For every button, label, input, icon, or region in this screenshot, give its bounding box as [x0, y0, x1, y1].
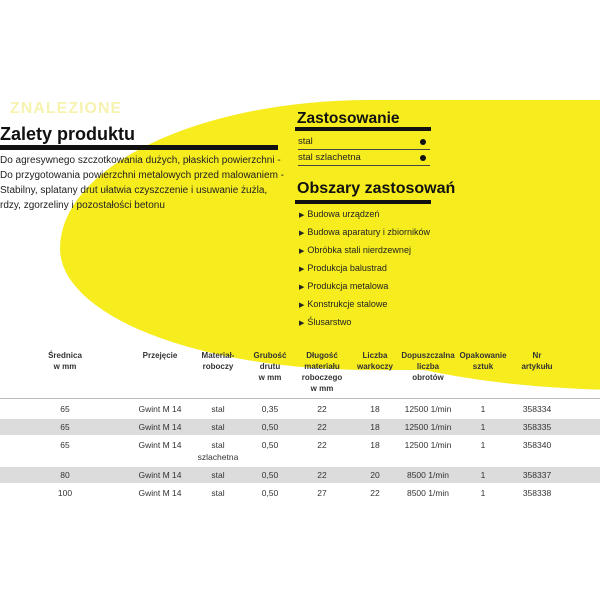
- table-row: [0, 485, 600, 501]
- list-item: ▶ Produkcja balustrad: [299, 263, 387, 273]
- ghost-watermark-text: ZNALEZIONE: [10, 100, 123, 117]
- cell-max-rpm: 8500 1/min: [406, 488, 450, 498]
- application-underline: [295, 127, 431, 131]
- title-underline: [0, 145, 278, 150]
- cell-knots: 22: [370, 488, 380, 498]
- cell-material: stal: [211, 404, 225, 414]
- cell-diameter: 100: [57, 488, 73, 498]
- triangle-bullet-icon: ▶: [299, 266, 305, 273]
- application-title: Zastosowanie: [297, 110, 400, 127]
- column-header-wire-thickness: Grubość drutu w mm: [253, 351, 287, 382]
- cell-connection: Gwint M 14: [138, 488, 182, 498]
- cell-package: 1: [480, 422, 486, 432]
- cell-material: stal: [211, 488, 225, 498]
- cell-material: stal szlachetna: [197, 440, 239, 462]
- cell-max-rpm: 8500 1/min: [406, 470, 450, 480]
- cell-package: 1: [480, 470, 486, 480]
- cell-article-no: 358340: [522, 440, 552, 450]
- areas-title: Obszary zastosowań: [297, 180, 456, 197]
- application-item-label: stal: [298, 136, 313, 147]
- product-advantages-title: Zalety produktu: [0, 124, 136, 144]
- cell-max-rpm: 12500 1/min: [404, 404, 452, 414]
- triangle-bullet-icon: ▶: [299, 230, 305, 237]
- application-item-stainless: [298, 151, 430, 166]
- list-item: ▶ Budowa urządzeń: [299, 209, 380, 219]
- cell-connection: Gwint M 14: [138, 422, 182, 432]
- cell-package: 1: [480, 488, 486, 498]
- cell-package: 1: [480, 440, 486, 450]
- list-item: ▶ Ślusarstwo: [299, 317, 352, 327]
- areas-underline: [295, 200, 431, 204]
- cell-article-no: 358334: [522, 404, 552, 414]
- cell-max-rpm: 12500 1/min: [404, 440, 452, 450]
- cell-connection: Gwint M 14: [138, 404, 182, 414]
- cell-diameter: 65: [60, 422, 70, 432]
- cell-diameter: 65: [60, 440, 70, 450]
- cell-knots: 18: [370, 422, 380, 432]
- column-header-knots: Liczba warkoczy: [356, 351, 394, 371]
- cell-trim-length: 22: [317, 440, 327, 450]
- table-top-rule: [0, 398, 600, 399]
- table-row: [0, 419, 600, 435]
- column-header-package: Opakowanie sztuk: [459, 351, 507, 371]
- triangle-bullet-icon: ▶: [299, 284, 305, 291]
- cell-wire-thickness: 0,35: [261, 404, 279, 414]
- cell-material: stal: [211, 422, 225, 432]
- table-row: [0, 467, 600, 483]
- column-header-max-rpm: Dopuszczalna liczba obrotów: [401, 351, 455, 382]
- triangle-bullet-icon: ▶: [299, 248, 305, 255]
- cell-knots: 18: [370, 440, 380, 450]
- triangle-bullet-icon: ▶: [299, 320, 305, 327]
- cell-diameter: 65: [60, 404, 70, 414]
- table-row: [0, 437, 600, 465]
- cell-package: 1: [480, 404, 486, 414]
- column-header-article-no: Nr artykułu: [521, 351, 553, 371]
- cell-connection: Gwint M 14: [138, 440, 182, 450]
- cell-wire-thickness: 0,50: [261, 422, 279, 432]
- cell-trim-length: 22: [317, 404, 327, 414]
- cell-trim-length: 22: [317, 422, 327, 432]
- column-header-diameter: Średnica w mm: [48, 351, 82, 371]
- column-header-material: Materiał- roboczy: [201, 351, 235, 371]
- cell-article-no: 358335: [522, 422, 552, 432]
- cell-trim-length: 27: [317, 488, 327, 498]
- cell-diameter: 80: [60, 470, 70, 480]
- column-header-trim-length: Długość materiału roboczego w mm: [301, 351, 343, 393]
- areas-list: [299, 208, 430, 334]
- cell-knots: 20: [370, 470, 380, 480]
- application-item-label: stal szlachetna: [298, 152, 361, 163]
- bullet-dot-icon: [420, 139, 426, 145]
- list-item: ▶ Konstrukcje stalowe: [299, 299, 388, 309]
- triangle-bullet-icon: ▶: [299, 302, 305, 309]
- cell-wire-thickness: 0,50: [261, 488, 279, 498]
- application-item-steel: [298, 135, 430, 150]
- cell-article-no: 358338: [522, 488, 552, 498]
- cell-connection: Gwint M 14: [138, 470, 182, 480]
- cell-material: stal: [211, 470, 225, 480]
- cell-wire-thickness: 0,50: [261, 440, 279, 450]
- list-item: ▶ Produkcja metalowa: [299, 281, 389, 291]
- cell-wire-thickness: 0,50: [261, 470, 279, 480]
- cell-trim-length: 22: [317, 470, 327, 480]
- list-item: ▶ Budowa aparatury i zbiorników: [299, 227, 430, 237]
- bullet-dot-icon: [420, 155, 426, 161]
- product-description: Do agresywnego szczotkowania dużych, płaskich powierzchni - Do przygotowania powierzchni metalowych przed malowaniem - Stabilny, splatany drut ułatwia czyszczenie i usuwanie żużla, rdzy, zgorzeliny i pozostałości betonu: [0, 155, 285, 211]
- cell-article-no: 358337: [522, 470, 552, 480]
- column-header-connection: Przejęcie: [142, 351, 178, 360]
- cell-max-rpm: 12500 1/min: [404, 422, 452, 432]
- table-row: [0, 401, 600, 417]
- cell-knots: 18: [370, 404, 380, 414]
- triangle-bullet-icon: ▶: [299, 212, 305, 219]
- list-item: ▶ Obróbka stali nierdzewnej: [299, 245, 411, 255]
